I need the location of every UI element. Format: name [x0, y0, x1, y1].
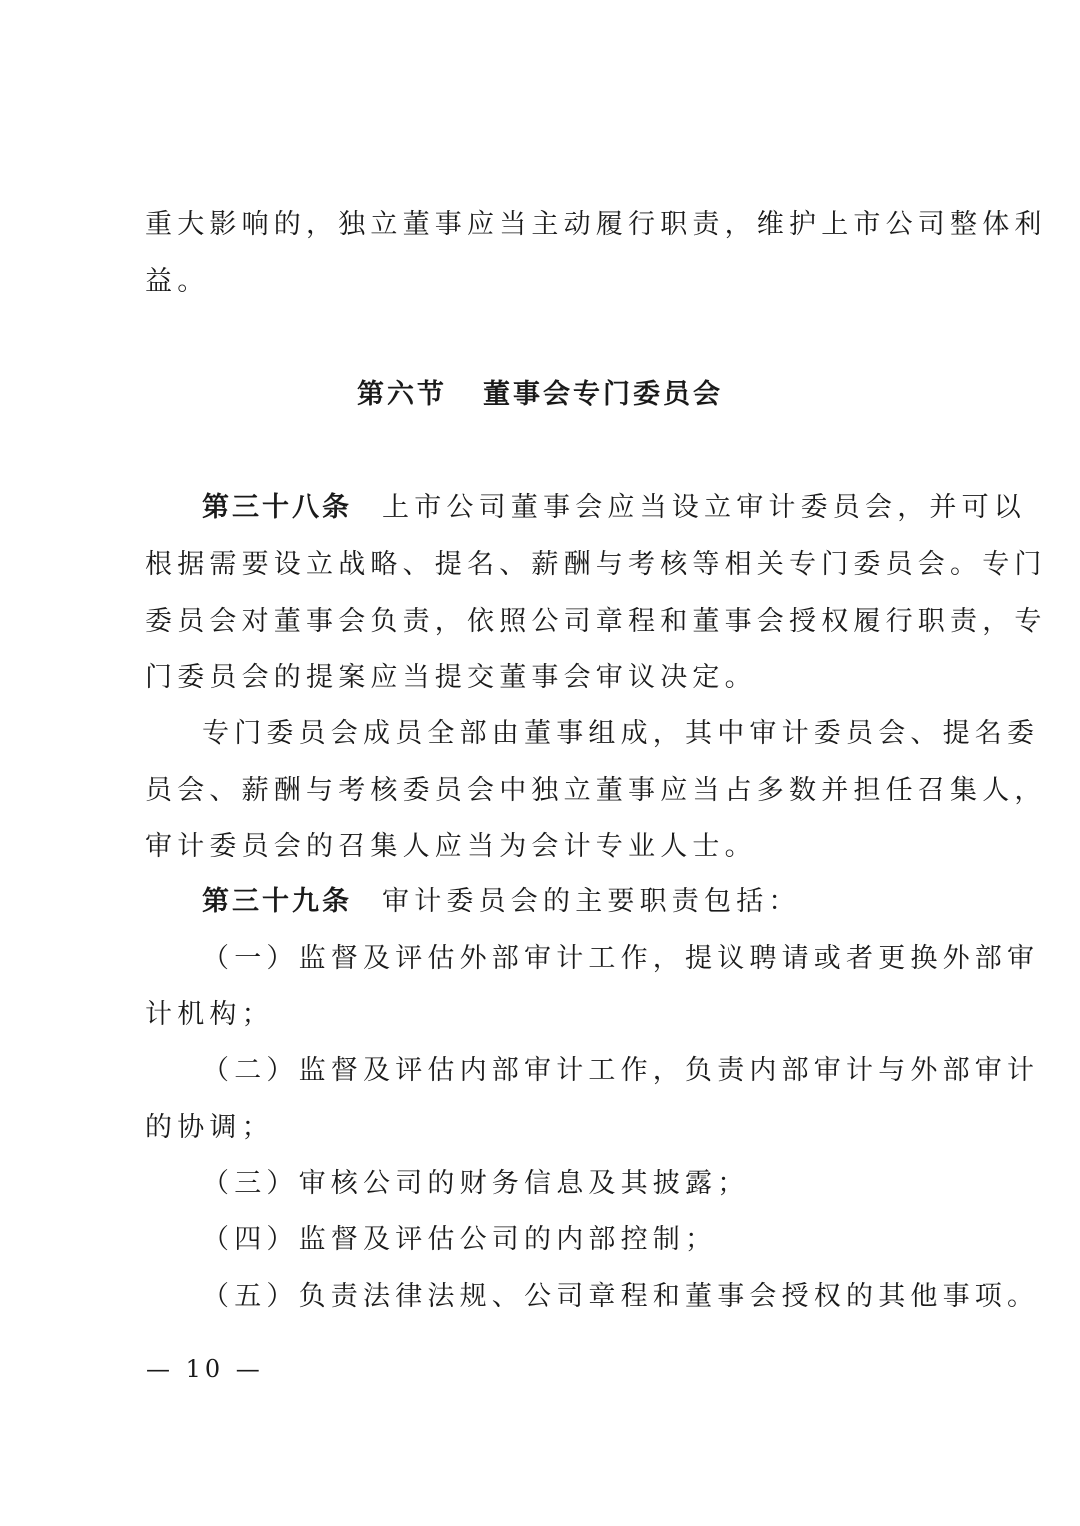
paragraph-line: 根据需要设立战略、提名、薪酬与考核等相关专门委员会。专门 — [145, 549, 1047, 580]
section-title: 董事会专门委员会 — [483, 379, 723, 410]
paragraph-line: 员会、薪酬与考核委员会中独立董事应当占多数并担任召集人， — [145, 775, 1047, 806]
article-38-first-line — [202, 491, 1026, 525]
paragraph-line: 审计委员会的召集人应当为会计专业人士。 — [145, 831, 757, 862]
paragraph-line: 益。 — [145, 266, 210, 297]
list-item-continuation: 的协调； — [145, 1112, 274, 1143]
article-39-first-line — [202, 885, 942, 919]
section-number: 第六节 — [357, 379, 447, 410]
list-item: （三）审核公司的财务信息及其披露； — [202, 1168, 750, 1199]
list-item: （二）监督及评估内部审计工作，负责内部审计与外部审计 — [202, 1055, 1040, 1086]
list-item: （一）监督及评估外部审计工作，提议聘请或者更换外部审 — [202, 943, 1040, 974]
page-number: — 10 — — [146, 1355, 264, 1383]
paragraph-line: 门委员会的提案应当提交董事会审议决定。 — [145, 662, 757, 693]
list-item: （五）负责法律法规、公司章程和董事会授权的其他事项。 — [202, 1281, 1040, 1312]
paragraph-text: 上市公司董事会应当设立审计委员会，并可以 — [382, 492, 1026, 523]
article-38-label: 第三十八条 — [202, 492, 352, 523]
paragraph-line: 委员会对董事会负责，依照公司章程和董事会授权履行职责，专 — [145, 606, 1047, 637]
paragraph-line: 重大影响的，独立董事应当主动履行职责，维护上市公司整体利 — [145, 209, 1047, 240]
section-heading — [0, 378, 1080, 412]
paragraph-text: 审计委员会的主要职责包括： — [382, 886, 801, 917]
paragraph-line: 专门委员会成员全部由董事组成，其中审计委员会、提名委 — [202, 718, 1040, 749]
list-item: （四）监督及评估公司的内部控制； — [202, 1224, 718, 1255]
article-39-label: 第三十九条 — [202, 886, 352, 917]
list-item-continuation: 计机构； — [145, 999, 274, 1030]
